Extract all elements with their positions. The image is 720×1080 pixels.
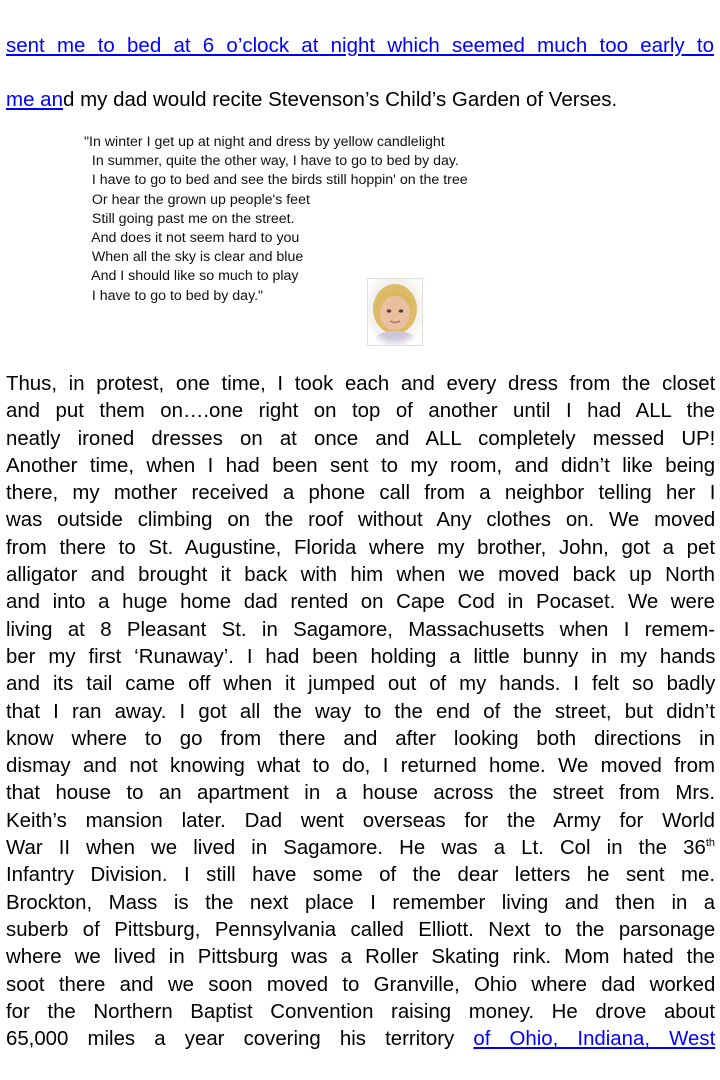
poem-line: And does it not seem hard to you: [84, 229, 300, 246]
paragraph-line: ber my first ‘Runaway’. I had been holding a little bunny in my hands: [6, 645, 716, 668]
poem-line: "In winter I get up at night and dress by yellow candlelight: [84, 134, 445, 150]
paragraph-line: that I ran away. I got all the way to the end of the street, but didn’t: [6, 700, 715, 723]
paragraph-line: and into a huge home dad rented on Cape Cod in Pocaset. We were: [6, 591, 715, 614]
paragraph-line-text: 65,000 miles a year covering his territory: [6, 1028, 474, 1051]
intro-line-2-text: d my dad would recite Stevenson’s Child’s Garden of Verses.: [62, 88, 618, 111]
paragraph-line: alligator and brought it back with him when we moved back up North: [6, 564, 715, 587]
paragraph-line: neatly ironed dresses on at once and ALL completely messed UP!: [6, 427, 716, 450]
paragraph-line: from there to St. Augustine, Florida where my brother, John, got a pet: [6, 536, 715, 559]
paragraph-line: and put them on….one right on top of another until I had ALL the: [6, 400, 715, 423]
paragraph-line: Thus, in protest, one time, I took each and every dress from the closet: [6, 373, 716, 395]
poem-line: I have to go to bed by day.": [84, 287, 264, 304]
paragraph-line: living at 8 Pleasant St. in Sagamore, Massachusetts when I remem-: [6, 618, 715, 641]
paragraph-line: know where to go from there and after looking both directions in: [6, 727, 715, 750]
paragraph-line: and its tail came off when it jumped out of my hands. I felt so badly: [6, 673, 716, 696]
ordinal-superscript: th: [705, 837, 715, 850]
child-portrait-icon: [368, 279, 422, 345]
paragraph-line: suberb of Pittsburg, Pennsylvania called Elliott. Next to the parsonage: [6, 918, 716, 941]
hyperlink-intro-2[interactable]: me an: [6, 88, 63, 111]
paragraph-line: dismay and not knowing what to do, I returned home. We moved from: [6, 755, 715, 778]
poem-line: When all the sky is clear and blue: [84, 249, 304, 266]
paragraph-line: there, my mother received a phone call from a neighbor telling her I: [6, 482, 716, 505]
paragraph-line: Brockton, Mass is the next place I remember living and then in a: [6, 891, 716, 914]
paragraph-line: Another time, when I had been sent to my room, and didn’t like being: [6, 454, 716, 477]
paragraph-line: where we lived in Pittsburg was a Roller Skating rink. Mom hated the: [6, 946, 715, 969]
poem-line: In summer, quite the other way, I have to go to bed by day.: [84, 153, 459, 170]
poem-line: Still going past me on the street.: [84, 210, 295, 227]
body-paragraph: [6, 371, 715, 1053]
paragraph-line: soot there and we soon moved to Granville, Ohio where dad worked: [6, 973, 716, 996]
intro-line-1: [6, 33, 714, 59]
poem-line: Or hear the grown up people's feet: [84, 191, 310, 208]
poem-line: And I should like so much to play: [84, 268, 299, 285]
paragraph-line-with-link: [6, 1026, 715, 1053]
paragraph-line: for the Northern Baptist Convention raising money. He drove about: [6, 1000, 715, 1023]
intro-line-2: [6, 87, 714, 113]
poem-line: I have to go to bed and see the birds still hoppin' on the tree: [84, 172, 468, 189]
paragraph-line-text: War II when we lived in Sagamore. He was a Lt. Col in the 36: [6, 837, 706, 860]
paragraph-line-with-superscript: [6, 835, 715, 862]
paragraph-line: Infantry Division. I still have some of the dear letters he sent me.: [6, 864, 715, 887]
paragraph-line: Keith’s mansion later. Dad went overseas for the Army for World: [6, 809, 715, 832]
paragraph-line: was outside climbing on the roof without Any clothes on. We moved: [6, 509, 716, 532]
paragraph-line: that house to an apartment in a house across the street from Mrs.: [6, 782, 715, 805]
child-portrait-photo: [367, 278, 423, 346]
hyperlink-territory[interactable]: of Ohio, Indiana, West: [473, 1028, 716, 1051]
hyperlink-intro-1[interactable]: sent me to bed at 6 o’clock at night which seemed much too early to: [6, 34, 714, 57]
